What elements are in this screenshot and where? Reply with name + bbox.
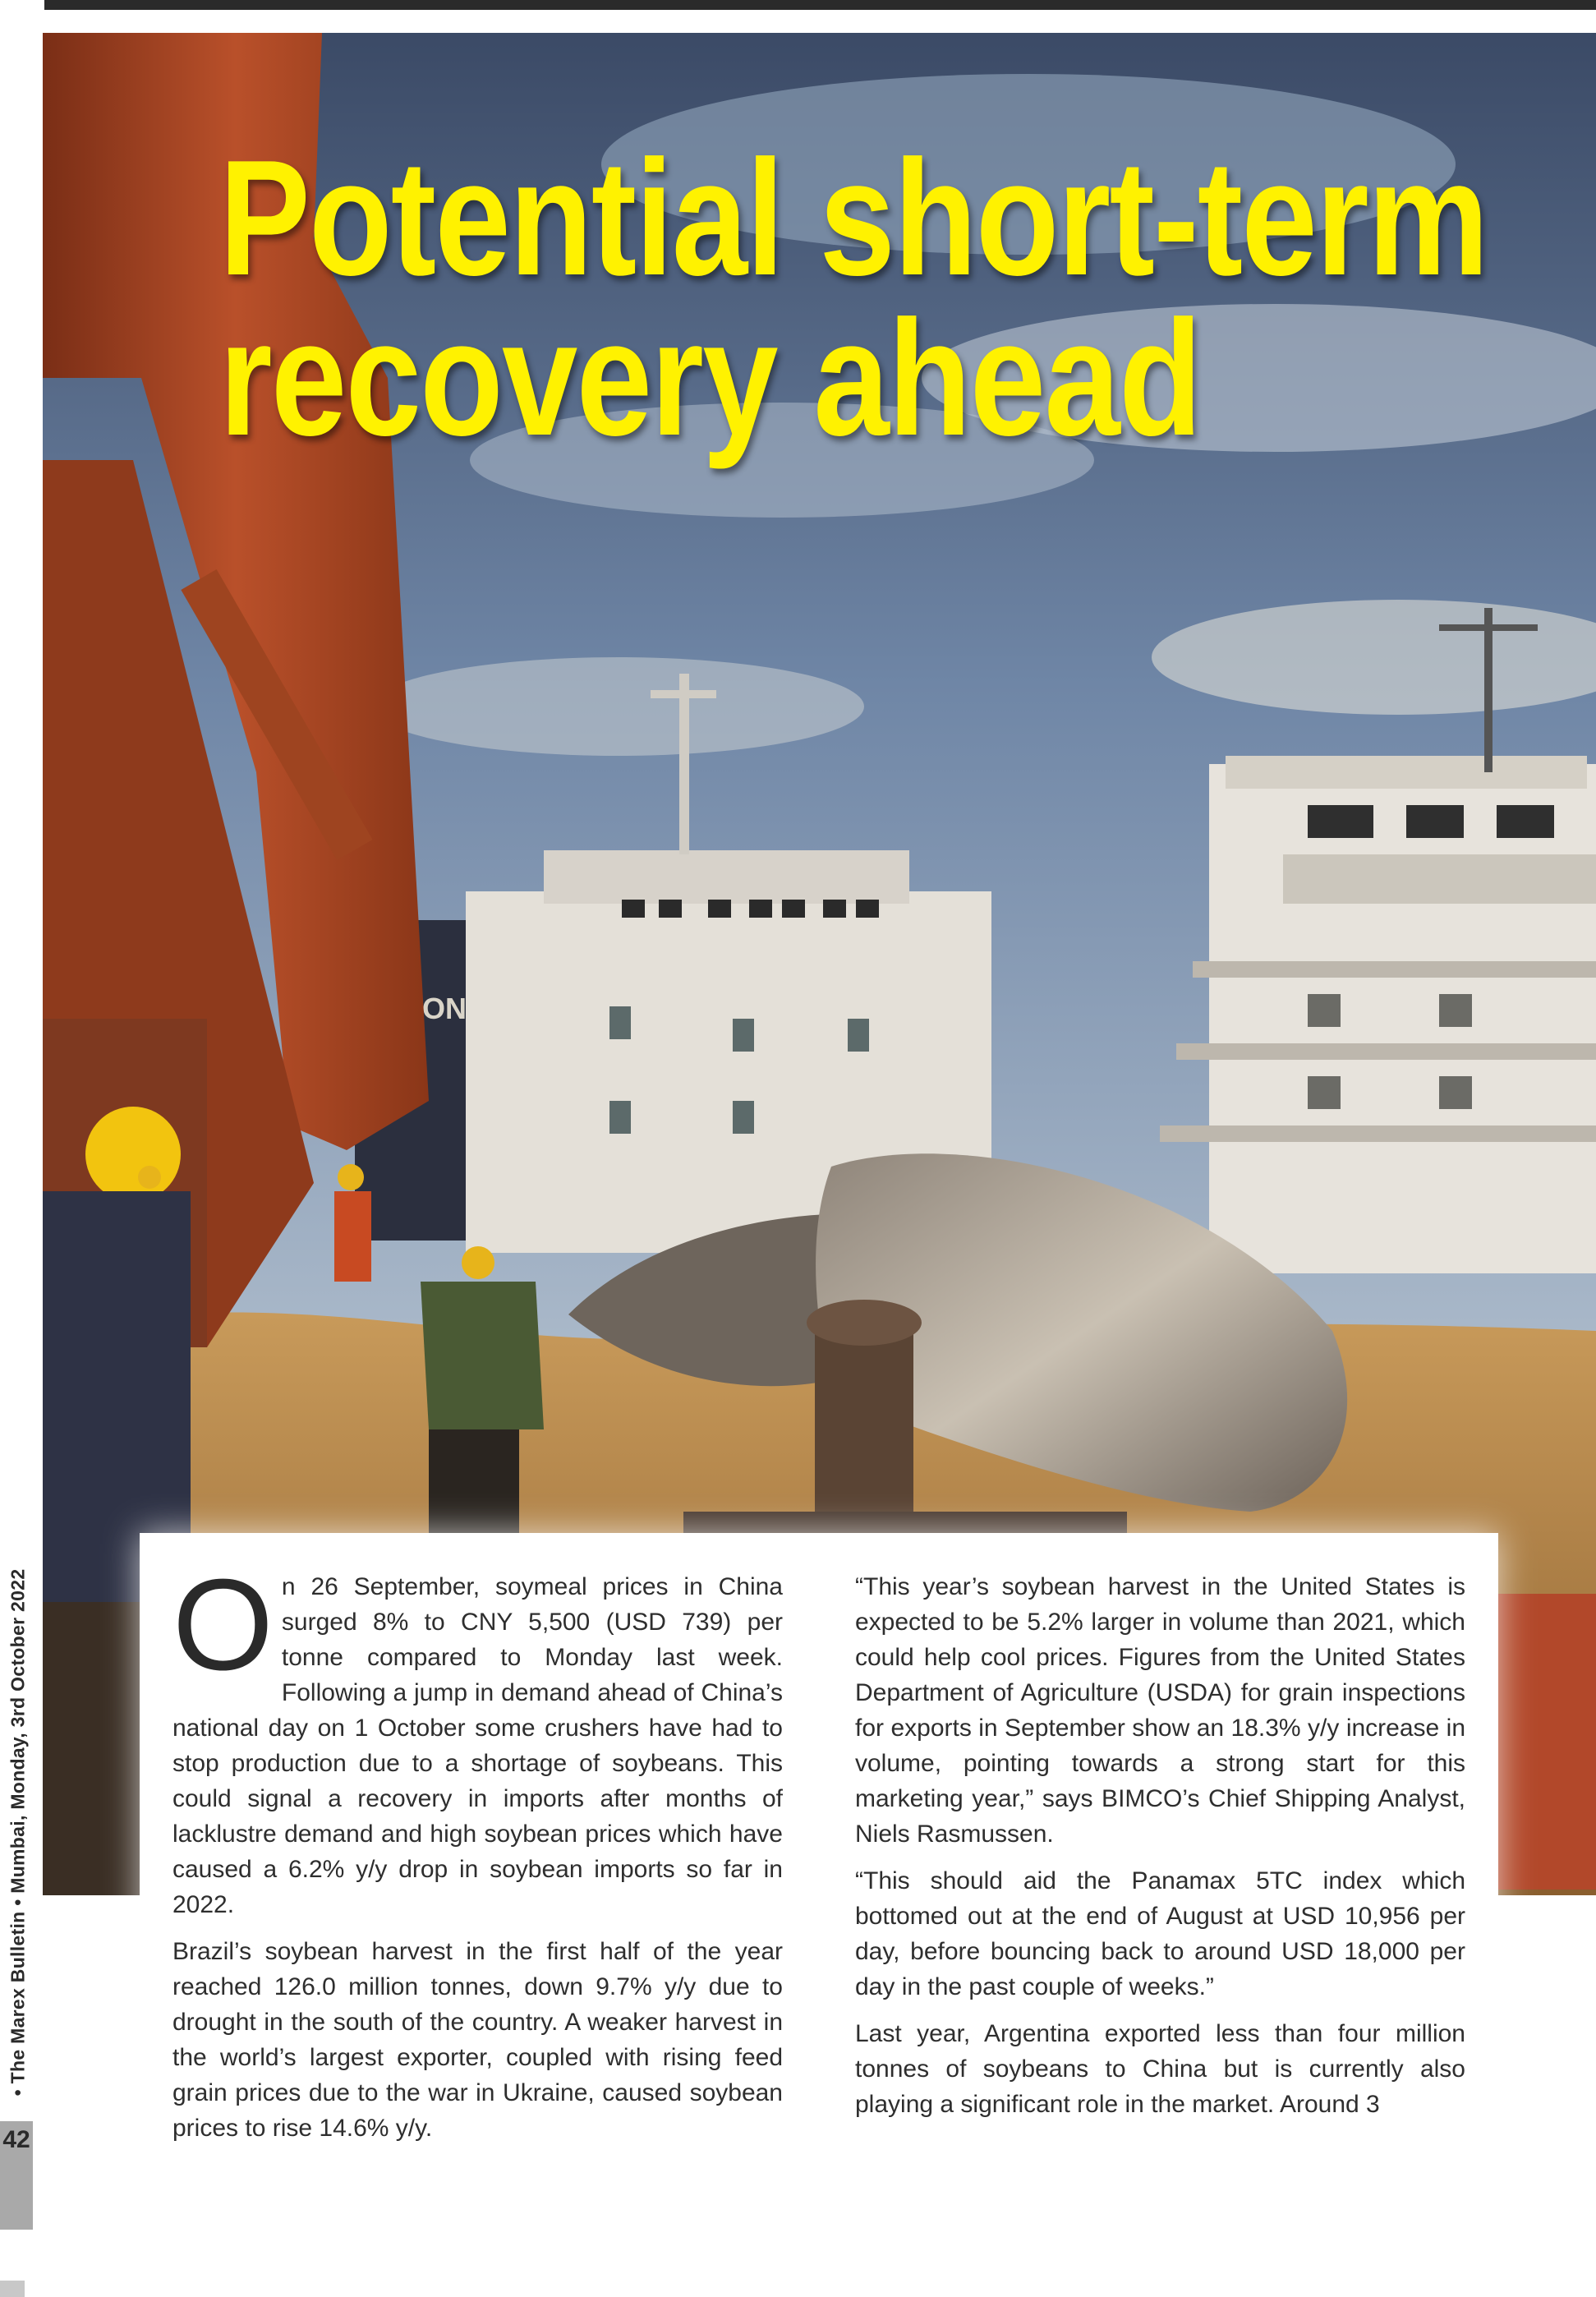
page-number: 42: [2, 2126, 30, 2153]
article-body: [140, 1533, 1498, 2190]
paragraph: Last year, Argentina exported less than four million tonnes of soybeans to China but is currently also playing a significant role in the market. Around 3: [855, 2020, 1465, 2118]
top-rule: [44, 0, 1596, 10]
publication-side-text: [0, 1538, 36, 2126]
article-right-column: [855, 1569, 1465, 2134]
paragraph-text: n 26 September, soymeal prices in China surged 8% to CNY 5,500 (USD 739) per tonne compared to Monday last week. Following a jump in demand ahead of China’s national day on 1 October some crushers have had to stop production due to a shortage of soybeans. This could signal a recovery in imports after months of lacklustre demand and high soybean prices which have caused a 6.2% y/y drop in soybean imports so far in 2022.: [172, 1573, 783, 1918]
headline: [219, 127, 1488, 470]
article-left-column: [172, 1553, 783, 2157]
paragraph: Brazil’s soybean harvest in the first half of the year reached 126.0 million tonnes, down 9.7% y/y due to drought in the south of the country. A weaker harvest in the world’s largest exporter, coupled with rising feed grain prices due to the war in Ukraine, caused soybean prices to rise 14.6% y/y.: [172, 1938, 783, 2142]
headline-line-1: Potential short-term: [219, 127, 1488, 310]
paragraph: “This should aid the Panamax 5TC index which bottomed out at the end of August at USD 10,956 per day, before bouncing back to around USD 18,000 per day in the past couple of weeks.”: [855, 1867, 1465, 2000]
headline-line-2: recovery ahead: [219, 287, 1201, 470]
corner-mark: [0, 2281, 25, 2297]
paragraph: [172, 1553, 783, 1922]
paragraph: “This year’s soybean harvest in the United States is expected to be 5.2% larger in volume than 2021, which could help cool prices. Figures from the United States Department of Agriculture (USDA) for grain inspections for exports in September show an 18.3% y/y increase in volume, pointing towards a strong start for this marketing year,” says BIMCO’s Chief Shipping Analyst, Niels Rasmussen.: [855, 1573, 1465, 1848]
publication-line: • The Marex Bulletin • Mumbai, Monday, 3rd October 2022: [7, 1568, 29, 2096]
drop-cap: O: [172, 1553, 274, 1697]
